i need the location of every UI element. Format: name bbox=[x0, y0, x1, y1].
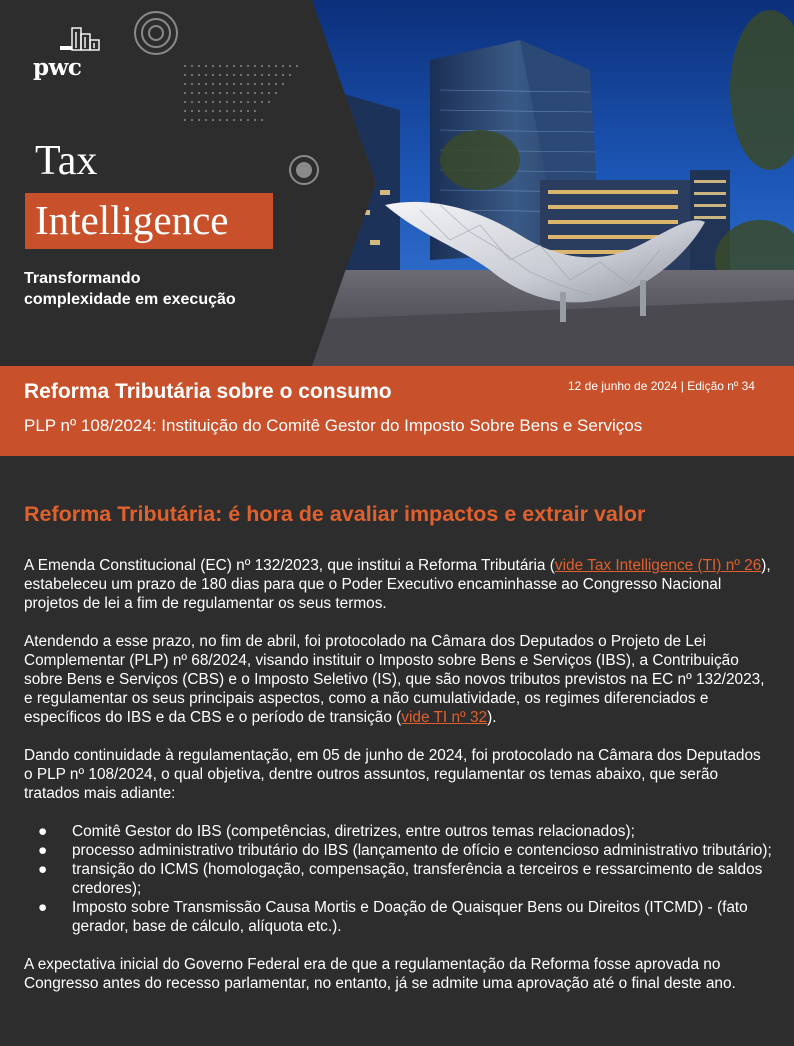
list-item bbox=[24, 822, 772, 841]
paragraph-1-text-a: A Emenda Constitucional (EC) nº 132/2023, que institui a Reforma Tributária ( bbox=[24, 557, 555, 574]
edition-date: 12 de junho de 2024 | Edição nº 34 bbox=[568, 379, 755, 393]
list-item bbox=[24, 841, 772, 860]
title-tax: Tax bbox=[35, 138, 98, 184]
paragraph-1-text-b: ), estabeleceu um prazo de 180 dias para que o Poder Executivo encaminhasse ao Congresso Nacional projetos de lei a fim de regulamentar os seus termos. bbox=[24, 557, 771, 612]
link-tax-intelligence-26[interactable]: vide Tax Intelligence (TI) nº 26 bbox=[554, 557, 762, 574]
tagline-line-2: complexidade em execução bbox=[24, 291, 236, 308]
dot-grid-decoration bbox=[183, 64, 303, 124]
topic-band bbox=[0, 366, 794, 456]
topics-list bbox=[24, 822, 772, 936]
target-circle-icon bbox=[288, 154, 320, 186]
pwc-logo-text: pwc bbox=[33, 54, 82, 81]
band-title: Reforma Tributária sobre o consumo bbox=[24, 380, 392, 403]
paragraph-4: A expectativa inicial do Governo Federal era de que a regulamentação da Reforma fosse aprovada no Congresso antes do recesso parlamentar, no entanto, já se admite uma aprovação até o final deste ano. bbox=[24, 956, 736, 992]
bullet-icon: ● bbox=[38, 823, 48, 840]
concentric-circles-icon bbox=[133, 10, 179, 56]
bullet-icon: ● bbox=[38, 899, 48, 916]
list-item bbox=[24, 860, 772, 898]
list-item-text: Comitê Gestor do IBS (competências, diretrizes, entre outros temas relacionados); bbox=[72, 823, 635, 840]
list-item-text: transição do ICMS (homologação, compensação, transferência a terceiros e ressarcimento de saldos credores); bbox=[72, 861, 763, 897]
paragraph-2-text-a: Atendendo a esse prazo, no fim de abril, foi protocolado na Câmara dos Deputados o Projeto de Lei Complementar (PLP) nº 68/2024, visando instituir o Imposto sobre Bens e Serviços (IBS), a Contribuição sobre Bens e Serviços (CBS) e o Imposto Seletivo (IS), que são novos tributos previstos na EC nº 132/2023, e regulamentar os seus principais aspectos, como a não cumulatividade, os regimes diferenciados e específicos do IBS e da CBS e o período de transição ( bbox=[24, 633, 765, 726]
link-ti-32[interactable]: vide TI nº 32 bbox=[401, 709, 488, 726]
bullet-icon: ● bbox=[38, 861, 48, 878]
list-item-text: processo administrativo tributário do IBS (lançamento de ofício e contencioso administrativo tributário); bbox=[72, 842, 772, 859]
paragraph-1 bbox=[24, 556, 772, 613]
title-intelligence: Intelligence bbox=[35, 197, 229, 243]
list-item bbox=[24, 898, 772, 936]
article-body bbox=[24, 500, 772, 1012]
hero-banner bbox=[0, 0, 794, 366]
paragraph-2-text-b: ). bbox=[487, 709, 497, 726]
bullet-icon: ● bbox=[38, 842, 48, 859]
paragraph-3: Dando continuidade à regulamentação, em 05 de junho de 2024, foi protocolado na Câmara dos Deputados o PLP nº 108/2024, o qual objetiva, dentre outros assuntos, regulamentar os temas abaixo, que serão tratados mais adiante: bbox=[24, 747, 761, 802]
paragraph-2 bbox=[24, 632, 772, 727]
list-item-text: Imposto sobre Transmissão Causa Mortis e Doação de Quaisquer Bens ou Direitos (ITCMD) - (fato gerador, base de cálculo, alíquota etc.). bbox=[72, 899, 748, 935]
tagline bbox=[24, 268, 284, 310]
tagline-line-1: Transformando bbox=[24, 270, 141, 287]
article-heading: Reforma Tributária: é hora de avaliar impactos e extrair valor bbox=[24, 502, 646, 526]
hero-dark-panel bbox=[0, 0, 794, 366]
band-subtitle: PLP nº 108/2024: Instituição do Comitê Gestor do Imposto Sobre Bens e Serviços bbox=[24, 416, 643, 435]
